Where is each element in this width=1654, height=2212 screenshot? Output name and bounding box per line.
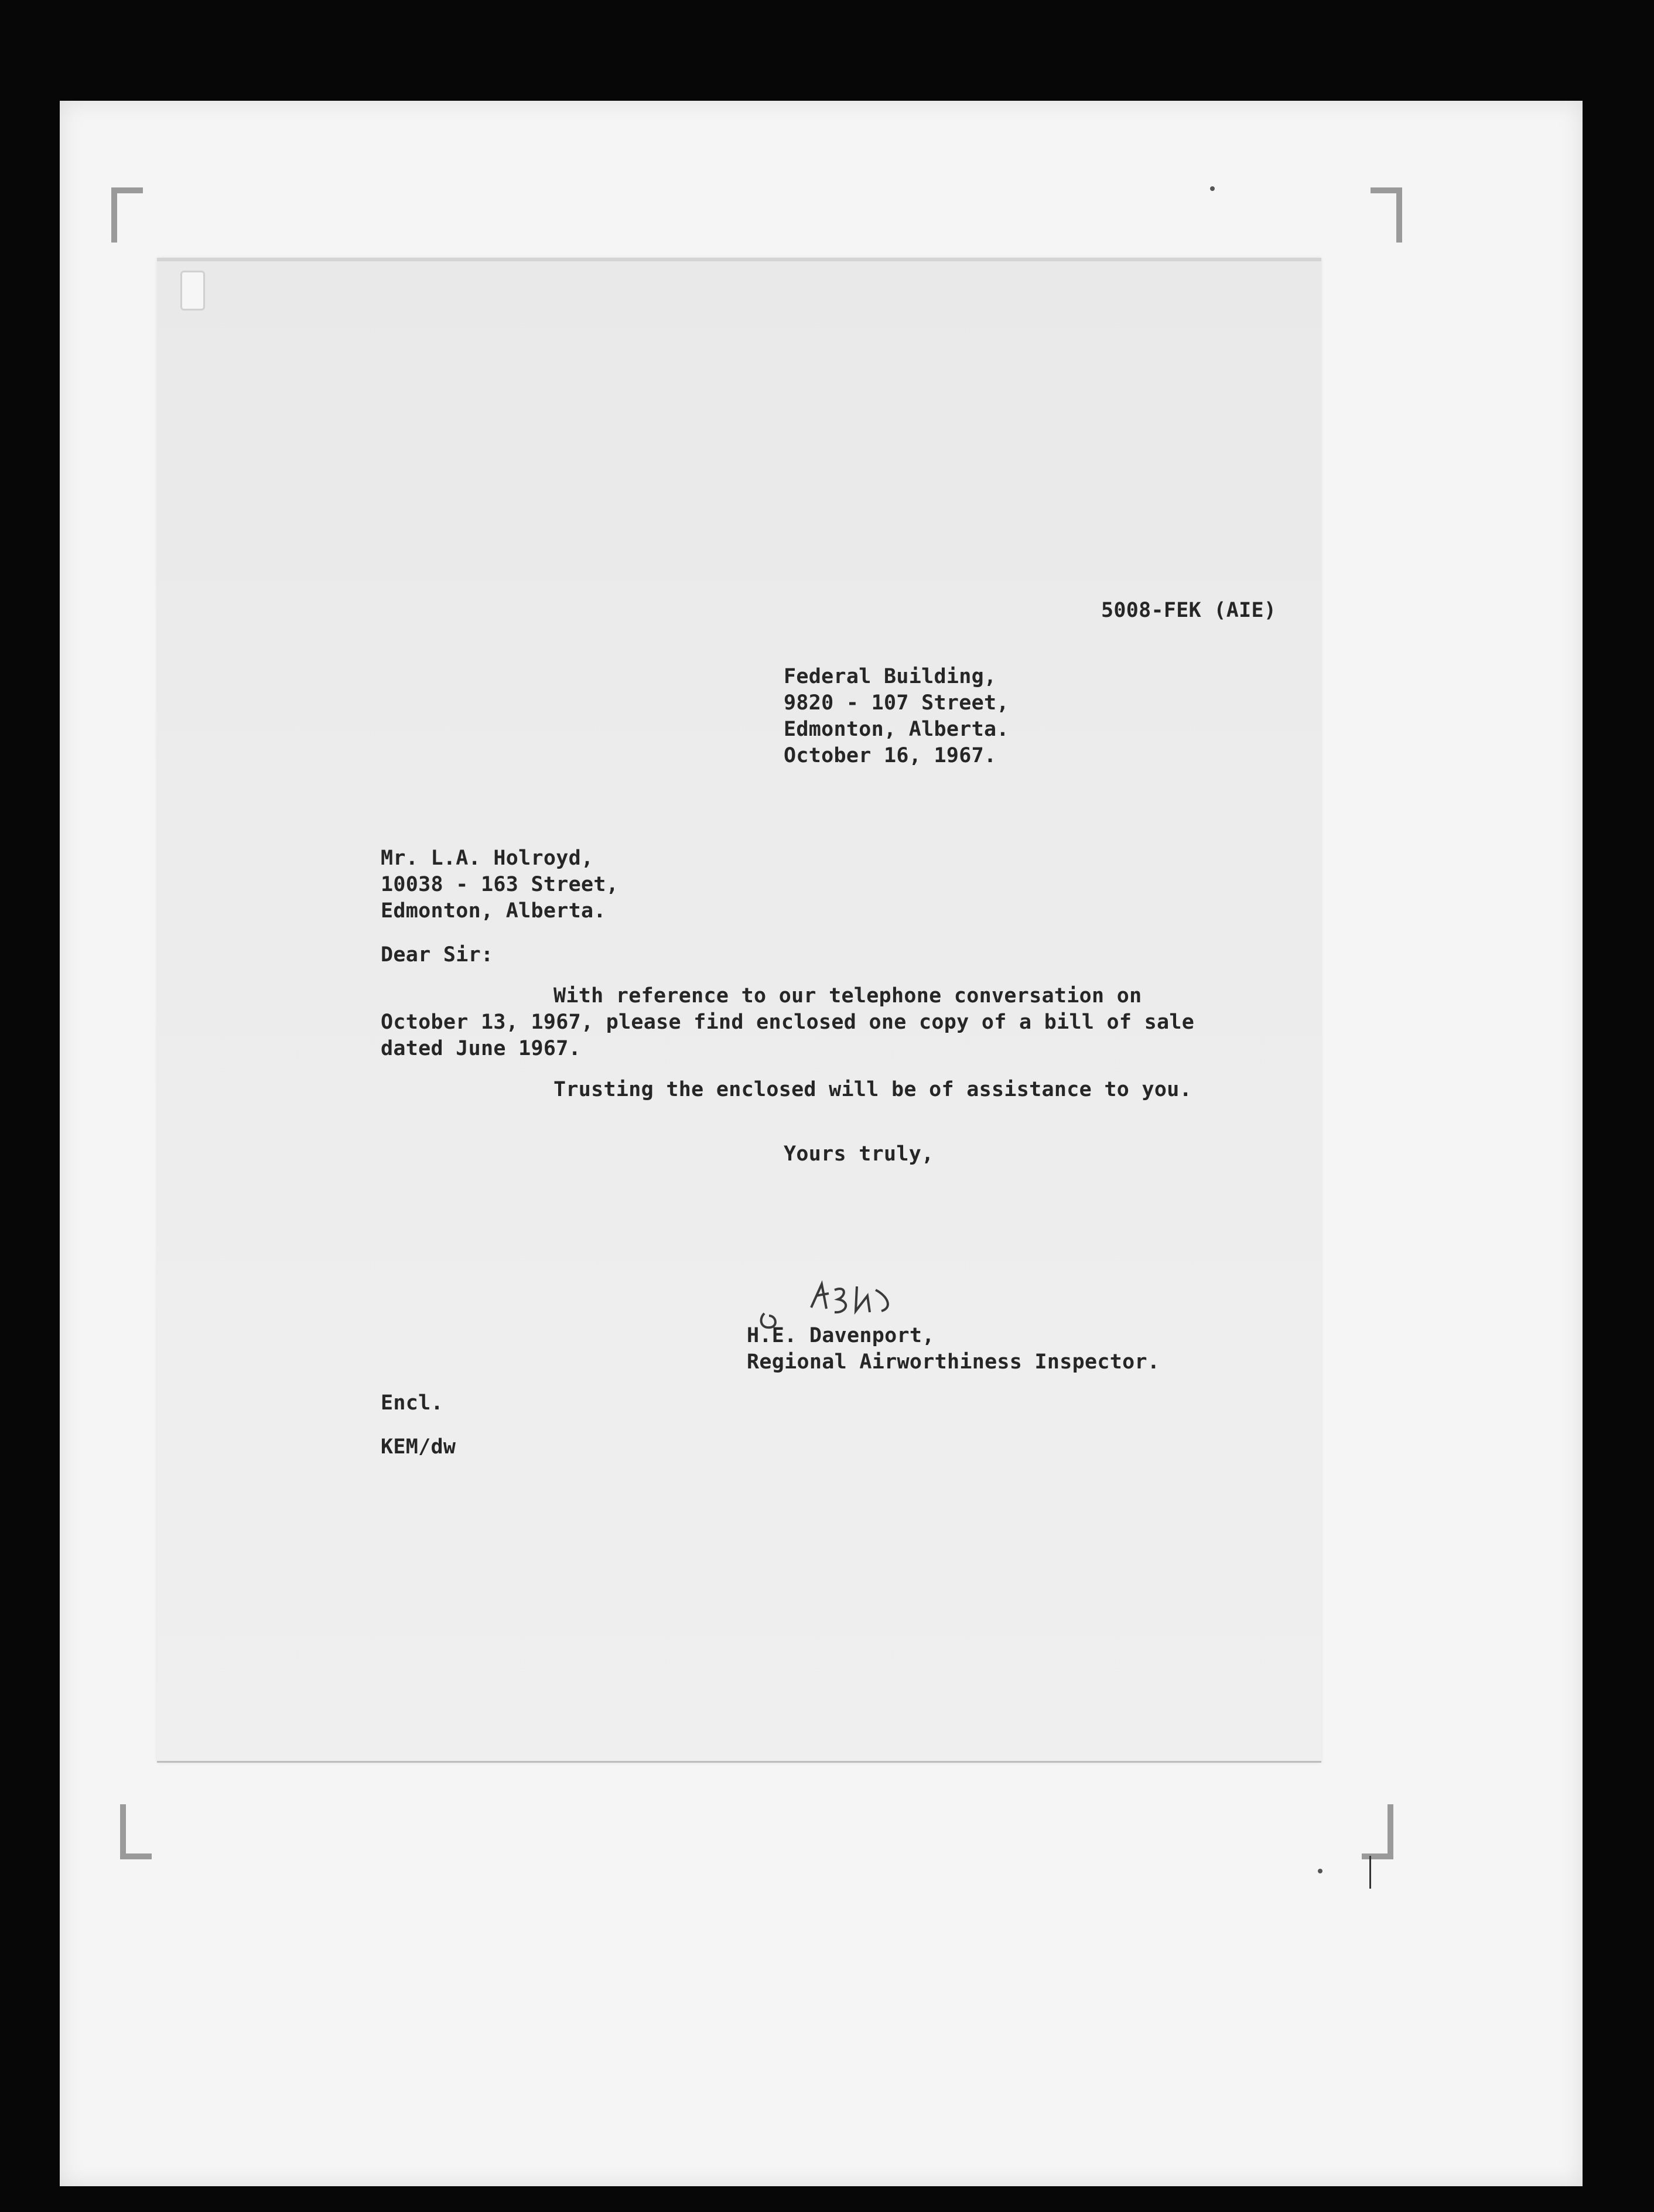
signatory-name: H.E. Davenport, xyxy=(747,1324,935,1347)
recipient-address-line: Mr. L.A. Holroyd, xyxy=(381,846,594,870)
enclosure-note: Encl. xyxy=(381,1391,443,1415)
body-line: October 13, 1967, please find enclosed one copy of a bill of sale xyxy=(381,1011,1195,1034)
page-edge-shadow xyxy=(1369,1856,1371,1889)
registration-mark-bottom-left xyxy=(120,1804,152,1859)
reference-initials: KEM/dw xyxy=(381,1435,456,1459)
recipient-address-line: 10038 - 163 Street, xyxy=(381,873,619,896)
letter-date: October 16, 1967. xyxy=(784,744,997,767)
body-line: With reference to our telephone conversation on xyxy=(553,984,1142,1008)
recipient-address-line: Edmonton, Alberta. xyxy=(381,899,606,923)
complimentary-close: Yours truly, xyxy=(784,1142,934,1166)
dust-speck xyxy=(1318,1869,1322,1873)
body-line: dated June 1967. xyxy=(381,1037,581,1060)
registration-mark-bottom-right xyxy=(1362,1804,1393,1859)
registration-mark-top-left xyxy=(111,187,143,243)
file-reference: 5008-FEK (AIE) xyxy=(1101,599,1277,622)
sender-address-line: Edmonton, Alberta. xyxy=(784,718,1009,741)
registration-mark-top-right xyxy=(1371,187,1402,243)
sender-address-line: Federal Building, xyxy=(784,665,997,688)
signatory-title: Regional Airworthiness Inspector. xyxy=(747,1350,1160,1374)
sender-address-line: 9820 - 107 Street, xyxy=(784,691,1009,715)
dust-speck xyxy=(1210,186,1215,191)
salutation: Dear Sir: xyxy=(381,943,494,967)
closing-paragraph: Trusting the enclosed will be of assistance to you. xyxy=(553,1078,1192,1101)
paper-smudge xyxy=(180,271,205,310)
